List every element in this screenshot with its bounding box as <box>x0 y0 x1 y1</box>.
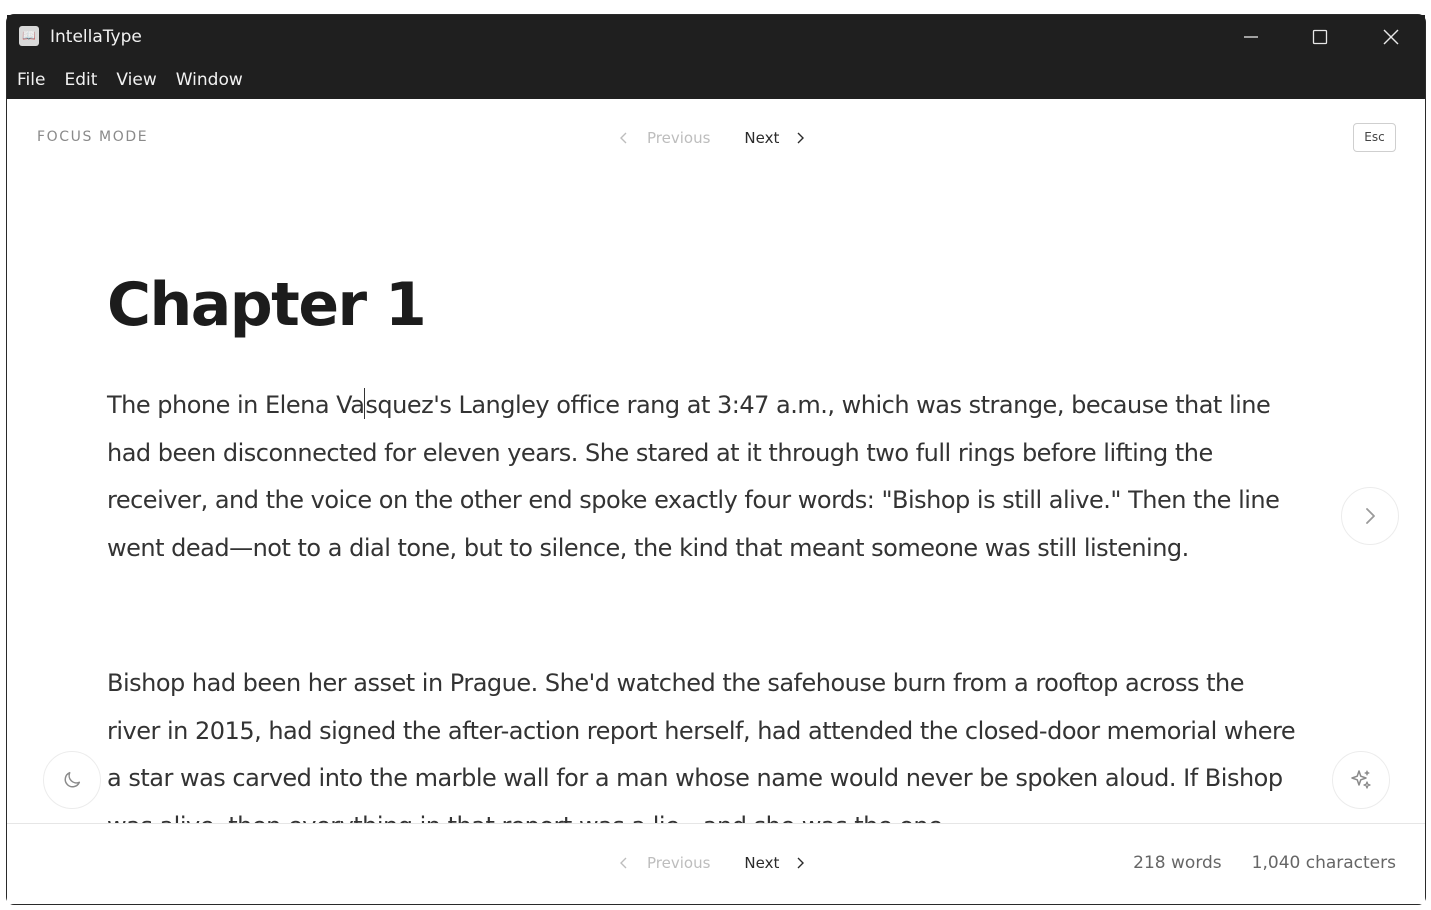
book-icon: 📖 <box>19 26 39 46</box>
next-label: Next <box>744 129 780 147</box>
ai-assist-button[interactable] <box>1332 751 1390 809</box>
status-footer <box>7 823 1425 904</box>
next-chapter-button[interactable] <box>1341 487 1399 545</box>
sparkle-icon <box>1349 768 1373 792</box>
menu-window[interactable]: Window <box>175 70 243 90</box>
app-title: IntellaType <box>50 27 142 47</box>
word-count: 218 words <box>1133 853 1222 873</box>
next-label: Next <box>744 854 780 872</box>
paragraph-text-after-caret: squez's Langley office rang at 3:47 a.m., which was strange, because that line had been disconnected for eleven years. She stared at it through two full rings before lifting the receiver, and the voice on the other end spoke exactly four words: "Bishop is still alive." Then the line went dead—not to a dial tone, but to silence, the kind that meant someone was still listening. <box>107 391 1280 562</box>
menu-view[interactable]: View <box>116 70 157 90</box>
document-editor[interactable] <box>107 99 1307 825</box>
minimize-icon <box>1243 29 1259 45</box>
previous-label: Previous <box>647 854 711 872</box>
chevron-left-icon <box>619 856 629 870</box>
theme-toggle-button[interactable] <box>43 751 101 809</box>
minimize-button[interactable] <box>1216 15 1286 59</box>
character-count: 1,040 characters <box>1251 853 1396 873</box>
title-bar <box>7 15 1425 99</box>
esc-button[interactable]: Esc <box>1353 123 1396 152</box>
menu-bar <box>7 65 252 95</box>
menu-file[interactable]: File <box>17 70 46 90</box>
chevron-right-icon <box>795 856 805 870</box>
paragraph-text-before-caret: The phone in Elena Va <box>107 391 365 419</box>
previous-button[interactable] <box>619 854 710 872</box>
maximize-button[interactable] <box>1285 15 1355 59</box>
document-stats <box>1133 853 1396 873</box>
paragraph <box>107 382 1302 572</box>
moon-icon <box>61 769 83 791</box>
paragraph: Bishop had been her asset in Prague. She'd watched the safehouse burn from a rooftop across the river in 2015, had signed the after-action report herself, had attended the closed-door memorial where a star was carved into the marble wall for a man whose name would never be spoken aloud. If Bishop <box>107 669 1296 792</box>
focus-mode-view <box>7 99 1425 904</box>
bottom-pager <box>619 854 805 872</box>
chevron-right-icon <box>1363 506 1377 526</box>
maximize-icon <box>1312 29 1328 45</box>
close-icon <box>1383 29 1399 45</box>
menu-edit[interactable]: Edit <box>64 70 98 90</box>
next-button[interactable] <box>744 854 805 872</box>
app-window <box>6 14 1426 905</box>
chapter-title: Chapter 1 <box>107 270 426 340</box>
focus-mode-label: FOCUS MODE <box>37 129 149 145</box>
close-button[interactable] <box>1356 15 1426 59</box>
previous-label: Previous <box>647 129 711 147</box>
